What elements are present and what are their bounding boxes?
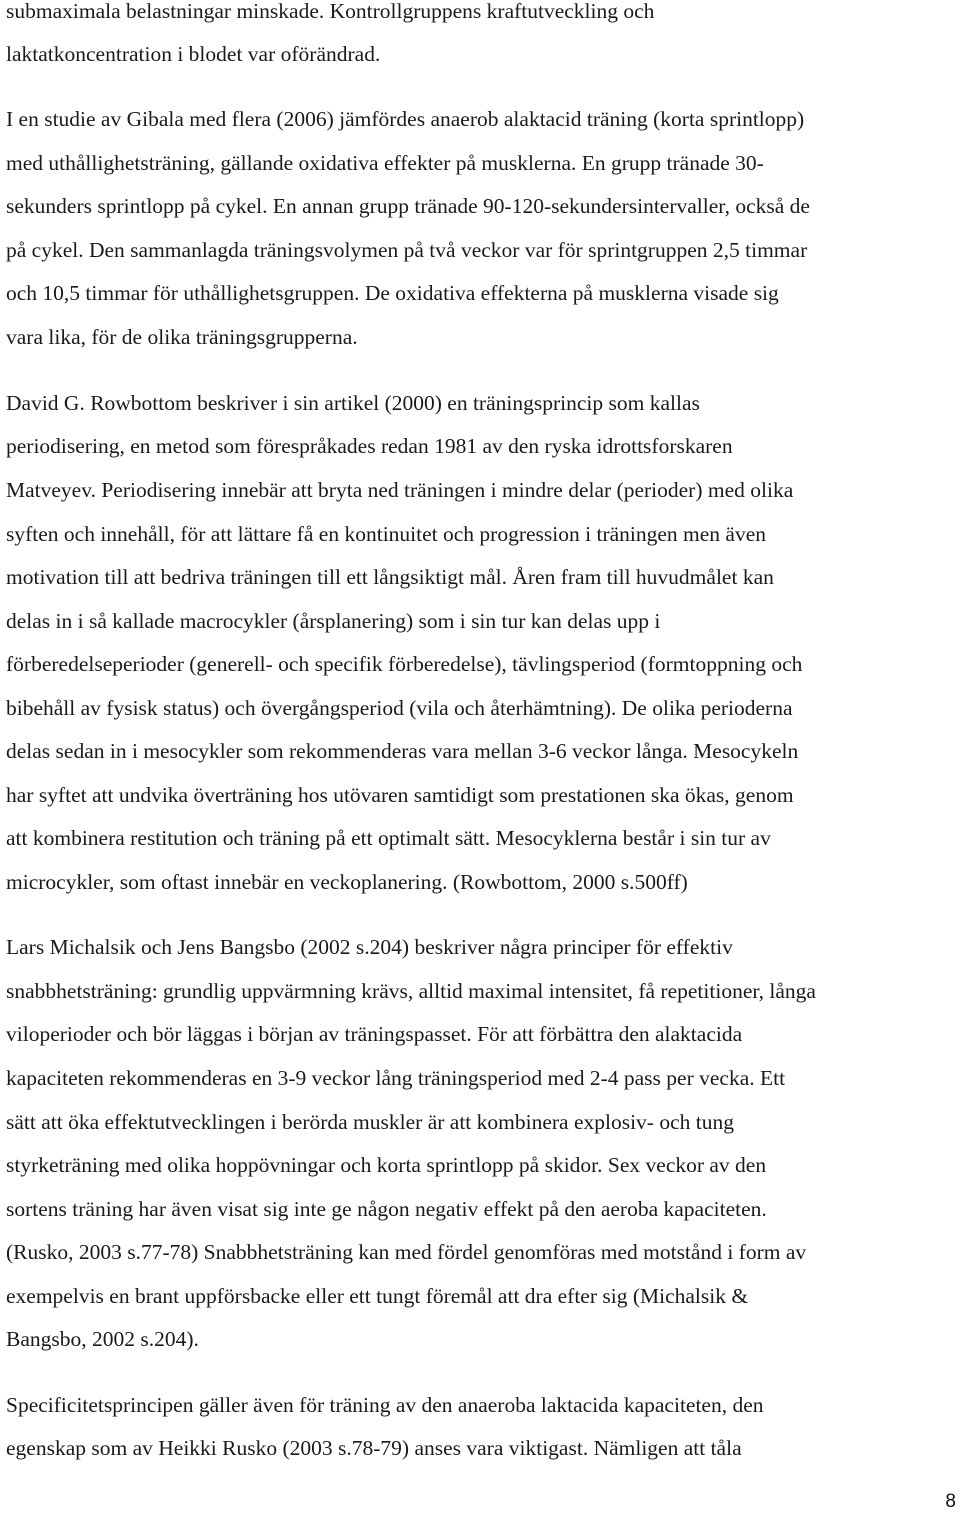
text-line: periodisering, en metod som förespråkades redan 1981 av den ryska idrottsforskaren: [6, 434, 733, 458]
text-line: egenskap som av Heikki Rusko (2003 s.78-79) anses vara viktigast. Nämligen att tåla: [6, 1436, 742, 1460]
text-line: med uthållighetsträning, gällande oxidativa effekter på musklerna. En grupp tränade 30-: [6, 151, 764, 175]
text-line: submaximala belastningar minskade. Kontrollgruppens kraftutveckling och: [6, 0, 655, 23]
text-line: Bangsbo, 2002 s.204).: [6, 1327, 199, 1351]
text-line: vara lika, för de olika träningsgrupperna.: [6, 325, 358, 349]
text-line: Specificitetsprincipen gäller även för träning av den anaeroba laktacida kapaciteten, den: [6, 1393, 764, 1417]
text-line: syften och innehåll, för att lättare få en kontinuitet och progression i träningen men även: [6, 522, 767, 546]
text-line: och 10,5 timmar för uthållighetsgruppen. De oxidativa effekterna på musklerna visade sig: [6, 281, 779, 305]
page-number: 8: [945, 1491, 956, 1512]
text-line: förberedelseperioder (generell- och specifik förberedelse), tävlingsperiod (formtoppning och: [6, 652, 803, 676]
text-line: Matveyev. Periodisering innebär att bryta ned träningen i mindre delar (perioder) med olika: [6, 478, 794, 502]
text-line: delas sedan in i mesocykler som rekommenderas vara mellan 3-6 veckor långa. Mesocykeln: [6, 739, 799, 763]
text-line: sortens träning har även visat sig inte ge någon negativ effekt på den aeroba kapaciteten.: [6, 1197, 767, 1221]
text-line: motivation till att bedriva träningen till ett långsiktigt mål. Åren fram till huvudmålet kan: [6, 565, 774, 589]
text-line: styrketräning med olika hoppövningar och korta sprintlopp på skidor. Sex veckor av den: [6, 1153, 767, 1177]
text-line: kapaciteten rekommenderas en 3-9 veckor lång träningsperiod med 2-4 pass per vecka. Ett: [6, 1066, 786, 1090]
text-line: viloperioder och bör läggas i början av träningspasset. För att förbättra den alaktacida: [6, 1022, 743, 1046]
text-line: sätt att öka effektutvecklingen i berörda muskler är att kombinera explosiv- och tung: [6, 1110, 734, 1134]
text-line: David G. Rowbottom beskriver i sin artikel (2000) en träningsprincip som kallas: [6, 391, 700, 415]
text-line: (Rusko, 2003 s.77-78) Snabbhetsträning kan med fördel genomföras med motstånd i form av: [6, 1240, 807, 1264]
text-line: exempelvis en brant uppförsbacke eller ett tungt föremål att dra efter sig (Michalsik &: [6, 1284, 749, 1308]
text-line: microcykler, som oftast innebär en veckoplanering. (Rowbottom, 2000 s.500ff): [6, 870, 688, 894]
text-line: att kombinera restitution och träning på ett optimalt sätt. Mesocyklerna består i sin tur av: [6, 826, 771, 850]
text-line: bibehåll av fysisk status) och övergångsperiod (vila och återhämtning). De olika perioderna: [6, 696, 793, 720]
text-line: delas in i så kallade macrocykler (årsplanering) som i sin tur kan delas upp i: [6, 609, 661, 633]
text-line: har syftet att undvika överträning hos utövaren samtidigt som prestationen ska ökas, genom: [6, 783, 794, 807]
text-line: på cykel. Den sammanlagda träningsvolymen på två veckor var för sprintgruppen 2,5 timmar: [6, 238, 808, 262]
text-line: Lars Michalsik och Jens Bangsbo (2002 s.204) beskriver några principer för effektiv: [6, 935, 733, 959]
text-line: snabbhetsträning: grundlig uppvärmning krävs, alltid maximal intensitet, få repetitioner, långa: [6, 979, 816, 1003]
text-line: sekunders sprintlopp på cykel. En annan grupp tränade 90-120-sekundersintervaller, också de: [6, 194, 810, 218]
text-line: laktatkoncentration i blodet var oförändrad.: [6, 42, 381, 66]
text-line: I en studie av Gibala med flera (2006) jämfördes anaerob alaktacid träning (korta sprintlopp): [6, 107, 805, 131]
